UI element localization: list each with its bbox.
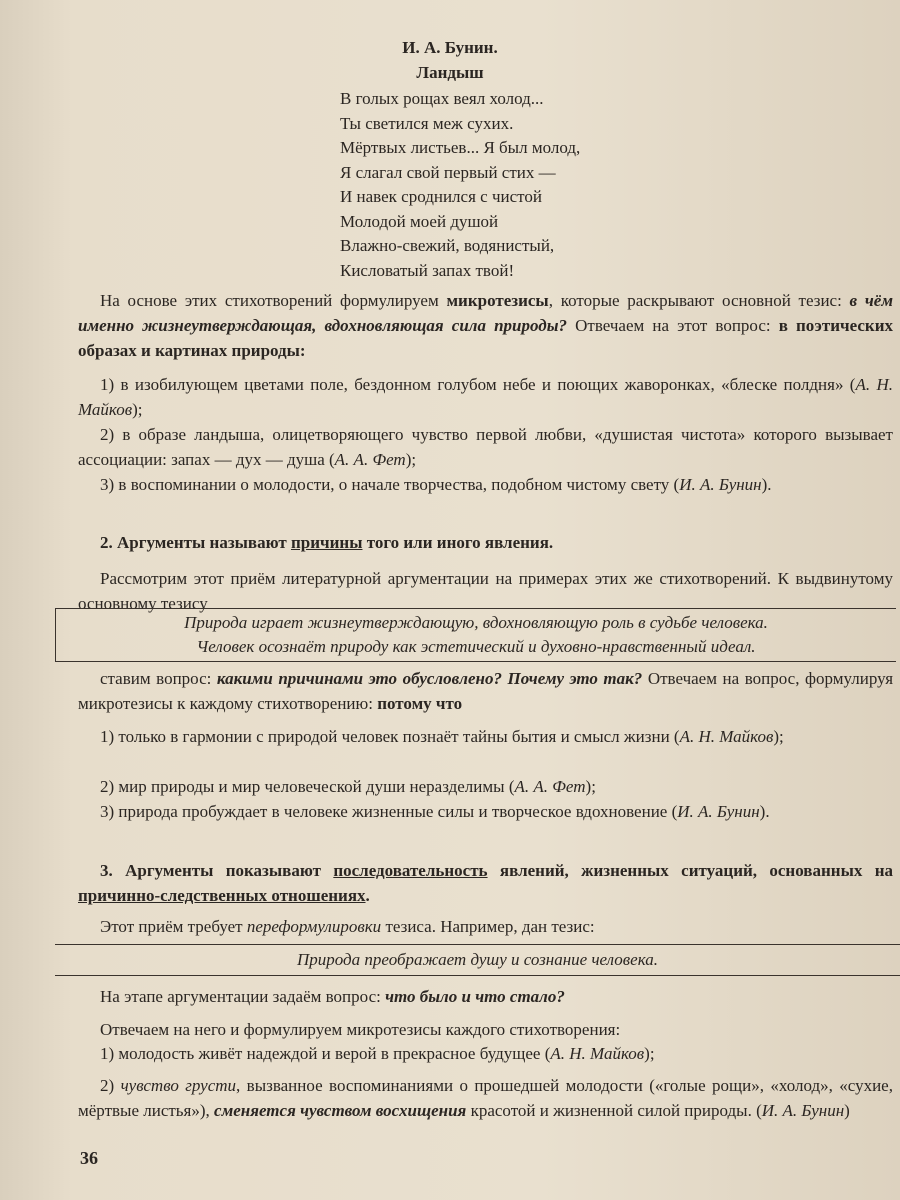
poem-line: Молодой моей душой <box>340 211 499 231</box>
paragraph-microtheses: На основе этих стихотворений формулируем микротезисы, которые раскрывают основной тезис: в чём именно жизнеутверждающая, вдохновляющая сила природы? Отвечаем на этот вопрос: в поэтических образах и картинах природы: <box>78 291 893 360</box>
thesis-line: Природа играет жизнеутверждающую, вдохновляющую роль в судьбе человека. <box>184 613 768 632</box>
poem-heading <box>0 35 900 85</box>
poem-line: И навек сроднился с чистой <box>340 187 542 206</box>
list-item: 2) чувство грусти, вызванное воспоминаниями о прошедшей молодости («голые рощи», «холод», «сухие, мёртвые листья»), сменяется чувством восхищения красотой и жизненной силой природы. (И. А. Бунин) <box>78 1076 893 1120</box>
list-item: 2) мир природы и мир человеческой души неразделимы (А. А. Фет); <box>100 777 596 796</box>
poem-text <box>340 87 580 283</box>
poem-author: И. А. Бунин. <box>402 38 498 57</box>
thesis-line: Человек осознаёт природу как эстетический и духовно-нравственный идеал. <box>196 637 756 656</box>
page-number: 36 <box>80 1148 98 1168</box>
list-item: 1) молодость живёт надеждой и верой в прекрасное будущее (А. Н. Майков); <box>100 1044 655 1063</box>
poem-line: Влажно-свежий, водянистый, <box>340 236 555 255</box>
poem-line: Я слагал свой первый стих — <box>340 162 556 182</box>
section-heading-3: 3. Аргументы показывают последовательность явлений, жизненных ситуаций, основанных на причинно-следственных отношениях. <box>78 861 893 905</box>
poem-line: Ты светился меж сухих. <box>340 113 514 133</box>
list-item: 1) в изобилующем цветами поле, бездонном голубом небе и поющих жаворонках, «блеске полдня» (А. Н. Майков); <box>78 375 893 419</box>
list-item: 3) в воспоминании о молодости, о начале творчества, подобном чистому свету (И. А. Бунин). <box>100 475 772 494</box>
paragraph: Этот приём требует переформулировки тезиса. Например, дан тезис: <box>100 917 595 936</box>
paragraph-question: ставим вопрос: какими причинами это обусловлено? Почему это так? Отвечаем на вопрос, формулируя микротезисы к каждому стихотворению: потому что <box>78 669 894 713</box>
paragraph: Отвечаем на него и формулируем микротезисы каждого стихотворения: <box>100 1020 621 1039</box>
poem-title: Ландыш <box>416 63 484 82</box>
poem-line: Мёртвых листьев... Я был молод, <box>340 138 581 157</box>
poem-line: Кисловатый запах твой! <box>340 260 515 280</box>
list-item: 3) природа пробуждает в человеке жизненные силы и творческое вдохновение (И. А. Бунин). <box>100 802 770 821</box>
list-item: 2) в образе ландыша, олицетворяющего чувство первой любви, «душистая чистота» которого вызывает ассоциации: запах — дух — душа (А. А. Фет); <box>78 425 893 469</box>
paragraph: На этапе аргументации задаём вопрос: что было и что стало? <box>100 987 565 1006</box>
section-heading-2: 2. Аргументы называют причины того или иного явления. <box>100 533 554 552</box>
thesis-box: Природа преображает душу и сознание человека. <box>55 944 900 976</box>
poem-line: В голых рощах веял холод... <box>340 89 544 108</box>
paragraph: Рассмотрим этот приём литературной аргументации на примерах этих же стихотворений. К выдвинутому основному тезису <box>78 569 893 613</box>
list-item: 1) только в гармонии с природой человек познаёт тайны бытия и смысл жизни (А. Н. Майков); <box>100 727 784 746</box>
thesis-box <box>55 608 896 662</box>
